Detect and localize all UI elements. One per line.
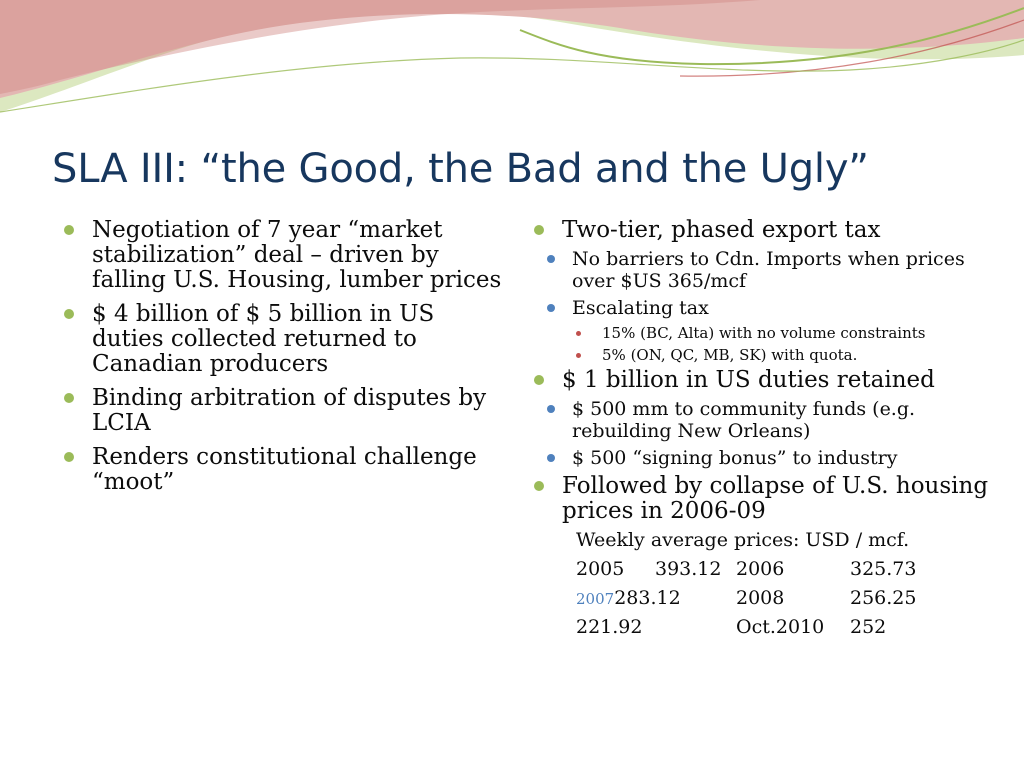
bullet-text: Followed by collapse of U.S. housing prices in 2006-09 xyxy=(562,473,989,524)
bullet-text: Two-tier, phased export tax xyxy=(562,217,881,243)
bullet-text: No barriers to Cdn. Imports when prices over $US 365/mcf xyxy=(572,248,965,292)
bullet-dot-icon xyxy=(534,481,544,491)
bullet-text: $ 500 “signing bonus” to industry xyxy=(572,447,898,469)
sub-sub-bullet-dot-icon xyxy=(576,353,581,358)
bullet-text: Binding arbitration of disputes by LCIA xyxy=(92,385,487,436)
list-item xyxy=(532,474,1002,524)
list-item xyxy=(62,386,502,436)
price-row xyxy=(576,616,1002,645)
price-year: 2005 xyxy=(576,558,625,580)
bullet-text: 5% (ON, QC, MB, SK) with quota. xyxy=(602,346,858,364)
sub-list-item xyxy=(532,447,1002,469)
bullet-text: Escalating tax xyxy=(572,297,709,319)
bullet-text: Renders constitutional challenge “moot” xyxy=(92,444,477,495)
bullet-text: 15% (BC, Alta) with no volume constraints xyxy=(602,324,926,342)
price-year: 2008 xyxy=(736,587,785,609)
list-item xyxy=(62,445,502,495)
price-value: 325.73 xyxy=(850,558,917,580)
list-item xyxy=(532,368,1002,393)
price-value: 256.25 xyxy=(850,587,917,609)
bullet-text: $ 500 mm to community funds (e.g. rebuilding New Orleans) xyxy=(572,398,916,442)
price-year: 2007 xyxy=(576,590,615,608)
right-bullet-list xyxy=(532,218,1002,524)
sub-bullet-dot-icon xyxy=(547,304,555,312)
prices-header xyxy=(576,529,1002,558)
price-period: Oct.2010 xyxy=(736,616,825,638)
header-wave-decoration xyxy=(0,0,1024,125)
right-column xyxy=(532,218,1002,645)
weekly-prices-block xyxy=(576,529,1002,645)
sub-sub-list-item xyxy=(532,324,1002,342)
sub-sub-list-item xyxy=(532,346,1002,364)
left-bullet-list xyxy=(62,218,502,495)
price-value: 221.92 xyxy=(576,616,643,638)
bullet-dot-icon xyxy=(64,225,74,235)
price-value: 393.12 xyxy=(655,558,722,580)
price-row xyxy=(576,587,1002,616)
bullet-dot-icon xyxy=(534,225,544,235)
list-item xyxy=(62,218,502,293)
sub-list-item xyxy=(532,248,1002,292)
bullet-dot-icon xyxy=(64,393,74,403)
bullet-dot-icon xyxy=(64,452,74,462)
bullet-text: $ 1 billion in US duties retained xyxy=(562,367,935,393)
left-column xyxy=(62,218,502,504)
list-item xyxy=(532,218,1002,243)
bullet-text: Negotiation of 7 year “market stabilization” deal – driven by falling U.S. Housing, lumber prices xyxy=(92,217,502,293)
price-value: 283.12 xyxy=(614,587,681,609)
list-item xyxy=(62,302,502,377)
price-value: 252 xyxy=(850,616,887,638)
sub-list-item xyxy=(532,297,1002,319)
bullet-dot-icon xyxy=(534,375,544,385)
sub-bullet-dot-icon xyxy=(547,255,555,263)
sub-list-item xyxy=(532,398,1002,442)
bullet-text: $ 4 billion of $ 5 billion in US duties collected returned to Canadian producers xyxy=(92,301,435,377)
sub-bullet-dot-icon xyxy=(547,454,555,462)
sub-sub-bullet-dot-icon xyxy=(576,331,581,336)
price-row xyxy=(576,558,1002,587)
price-year-value-pair xyxy=(576,587,681,610)
slide-title: SLA III: “the Good, the Bad and the Ugly” xyxy=(52,146,869,192)
sub-bullet-dot-icon xyxy=(547,405,555,413)
bullet-dot-icon xyxy=(64,309,74,319)
price-year: 2006 xyxy=(736,558,785,580)
prices-header-text: Weekly average prices: USD / mcf. xyxy=(576,529,910,551)
